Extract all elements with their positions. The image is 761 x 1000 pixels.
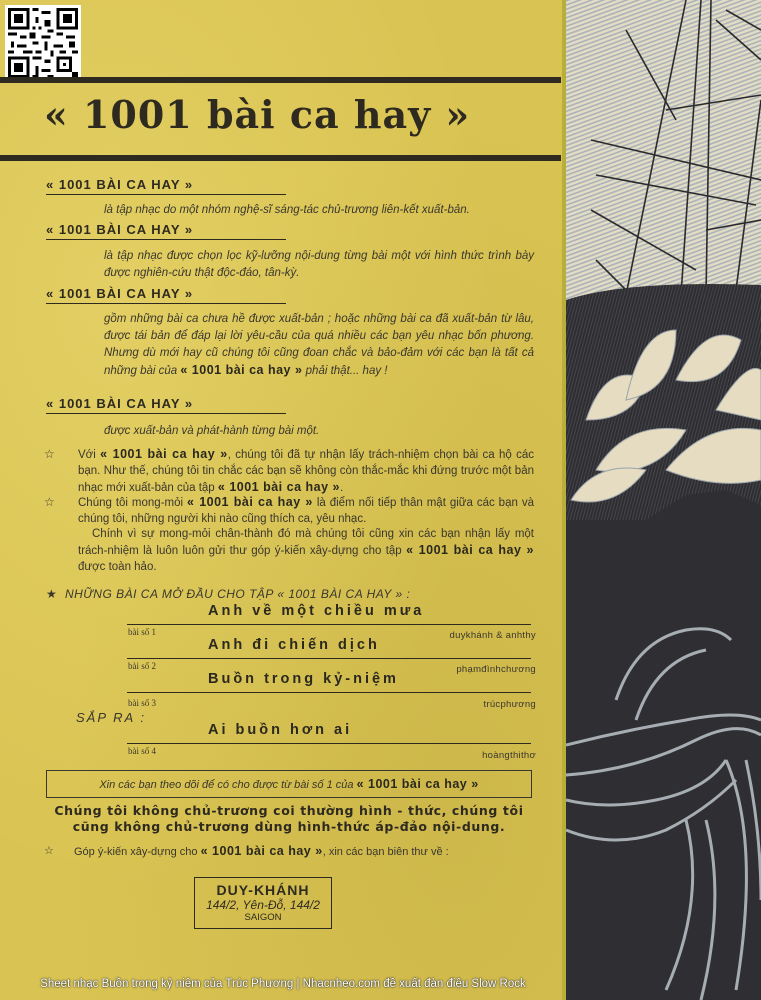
qr-code-icon	[5, 5, 81, 81]
section-body: là tập nhạc do một nhóm nghệ-sĩ sáng-tác chủ-trương liên-kết xuất-bản.	[104, 204, 470, 216]
series-name: « 1001 bài ca hay »	[406, 543, 535, 557]
songs-heading-text: NHỮNG BÀI CA MỞ ĐẦU CHO TẬP « 1001 BÀI CA HAY » :	[64, 587, 411, 601]
follow-notice	[46, 770, 532, 798]
star-outline-icon: ☆	[44, 495, 55, 509]
section-body: là tập nhạc được chọn lọc kỹ-lưỡng nội-dung từng bài một với hình thức trình bày được nghiên-cứu thật độc-đáo, tân-kỳ.	[104, 250, 534, 279]
qr-code[interactable]	[5, 5, 81, 81]
song-title: Buồn trong kỷ-niệm	[208, 671, 399, 687]
note-text: Với	[78, 449, 96, 461]
address-street: 144/2, Yên-Đỗ, 144/2	[206, 898, 320, 912]
note-text: được toàn hảo.	[78, 561, 157, 573]
series-name: « 1001 bài ca hay »	[187, 495, 313, 509]
songs-heading	[46, 587, 410, 601]
header-rule-bottom	[0, 155, 561, 161]
star-outline-icon: ☆	[44, 845, 54, 857]
section-body-text: gồm những bài ca chưa hề được xuất-bản ; hoặc những bài ca đã xuất-bản từ lâu, được tái bản để đáp lại lời yêu-cầu của quá nhiều các bạn yêu nhạc bốn phương. Nhưng dù mới hay cũ chúng tôi cũng đoan chắc và bảo-đảm với các bạn là tất cả những bài của	[104, 313, 534, 377]
contribute-line	[44, 844, 534, 858]
song-title: Anh về một chiều mưa	[208, 603, 425, 619]
note-paragraph	[44, 526, 534, 575]
series-name: « 1001 bài ca hay »	[200, 844, 323, 858]
star-outline-icon: ☆	[44, 447, 55, 461]
section-body: được xuất-bản và phát-hành từng bài một.	[104, 425, 320, 437]
section-heading: « 1001 BÀI CA HAY »	[46, 222, 286, 240]
star-filled-icon: ★	[46, 587, 58, 601]
note-text: .	[339, 482, 344, 494]
song-divider	[127, 692, 531, 694]
image-caption: Sheet nhạc Buồn trong kỷ niệm của Trúc Phương | Nhacnheo.com đề xuất đàn điệu Slow Rock	[40, 978, 526, 990]
note-text: , chúng tôi đã tự nhận lấy trách-nhiệm chọn bài ca hộ các bạn. Như thế, chúng tôi tin chắc các bạn sẽ không còn thắc-mắc khi đứng trước một bản nhạc mới xuất-bản của tập	[78, 449, 534, 494]
policy-line: Chúng tôi không chủ-trương coi thường hình - thức, chúng tôi	[54, 803, 524, 818]
note-text: Chúng tôi mong-mỏi	[78, 497, 184, 509]
song-title: Ai buồn hơn ai	[208, 722, 353, 738]
contribute-text: Góp ý-kiến xây-dựng cho	[74, 846, 198, 858]
song-author: phạmđìnhchương	[456, 664, 536, 675]
woodcut-art-icon	[566, 0, 761, 1000]
policy-line: cũng không chủ-trương dùng hình-thức áp-đảo nội-dung.	[72, 819, 506, 834]
song-author: duykhánh & anhthy	[449, 630, 536, 641]
header-rule-top	[0, 77, 561, 83]
song-number: bài số 4	[128, 746, 156, 756]
page-title: « 1001 bài ca hay »	[44, 92, 471, 137]
policy-statement	[44, 803, 534, 835]
contribute-text: , xin các bạn biên thư về :	[322, 846, 449, 858]
note-text: là điểm nối tiếp thân mật giữa các bạn và chúng tôi, những người khi nào cũng thích ca, yêu nhạc.	[78, 497, 534, 525]
note-text: Chính vì sự mong-mỏi chân-thành đó mà chúng tôi cũng xin các bạn nhận lấy một trách-nhiệm là luôn luôn gửi thư góp ý-kiến xây-dựng cho tập	[78, 528, 534, 557]
woodcut-illustration	[566, 0, 761, 1000]
section-heading: « 1001 BÀI CA HAY »	[46, 396, 286, 414]
series-name: « 1001 bài ca hay »	[100, 447, 228, 461]
song-number: bài số 2	[128, 661, 156, 671]
section-heading: « 1001 BÀI CA HAY »	[46, 177, 286, 195]
song-title: Anh đi chiến dịch	[208, 637, 380, 653]
section-heading: « 1001 BÀI CA HAY »	[46, 286, 286, 304]
note-paragraph	[44, 446, 534, 496]
series-name: « 1001 bài ca hay »	[180, 363, 303, 377]
song-author: hoàngthithơ	[482, 750, 536, 761]
address-city: SAIGON	[244, 912, 282, 923]
note-paragraph	[44, 494, 534, 527]
song-divider	[127, 624, 531, 626]
song-divider	[127, 658, 531, 660]
song-number: bài số 3	[128, 698, 156, 708]
section-body-end: phải thật... hay !	[305, 365, 388, 377]
follow-text: Xin các bạn theo dõi để có cho được từ bài số 1 của	[99, 779, 354, 791]
section-body	[104, 311, 534, 380]
address-box	[194, 877, 332, 929]
address-name: DUY-KHÁNH	[216, 882, 310, 898]
song-divider	[127, 743, 531, 745]
coming-soon-label: SẮP RA :	[76, 710, 146, 725]
series-name: « 1001 bài ca hay »	[217, 480, 340, 494]
song-number: bài số 1	[128, 627, 156, 637]
song-author: trúcphương	[483, 699, 536, 710]
series-name: « 1001 bài ca hay »	[356, 777, 479, 791]
